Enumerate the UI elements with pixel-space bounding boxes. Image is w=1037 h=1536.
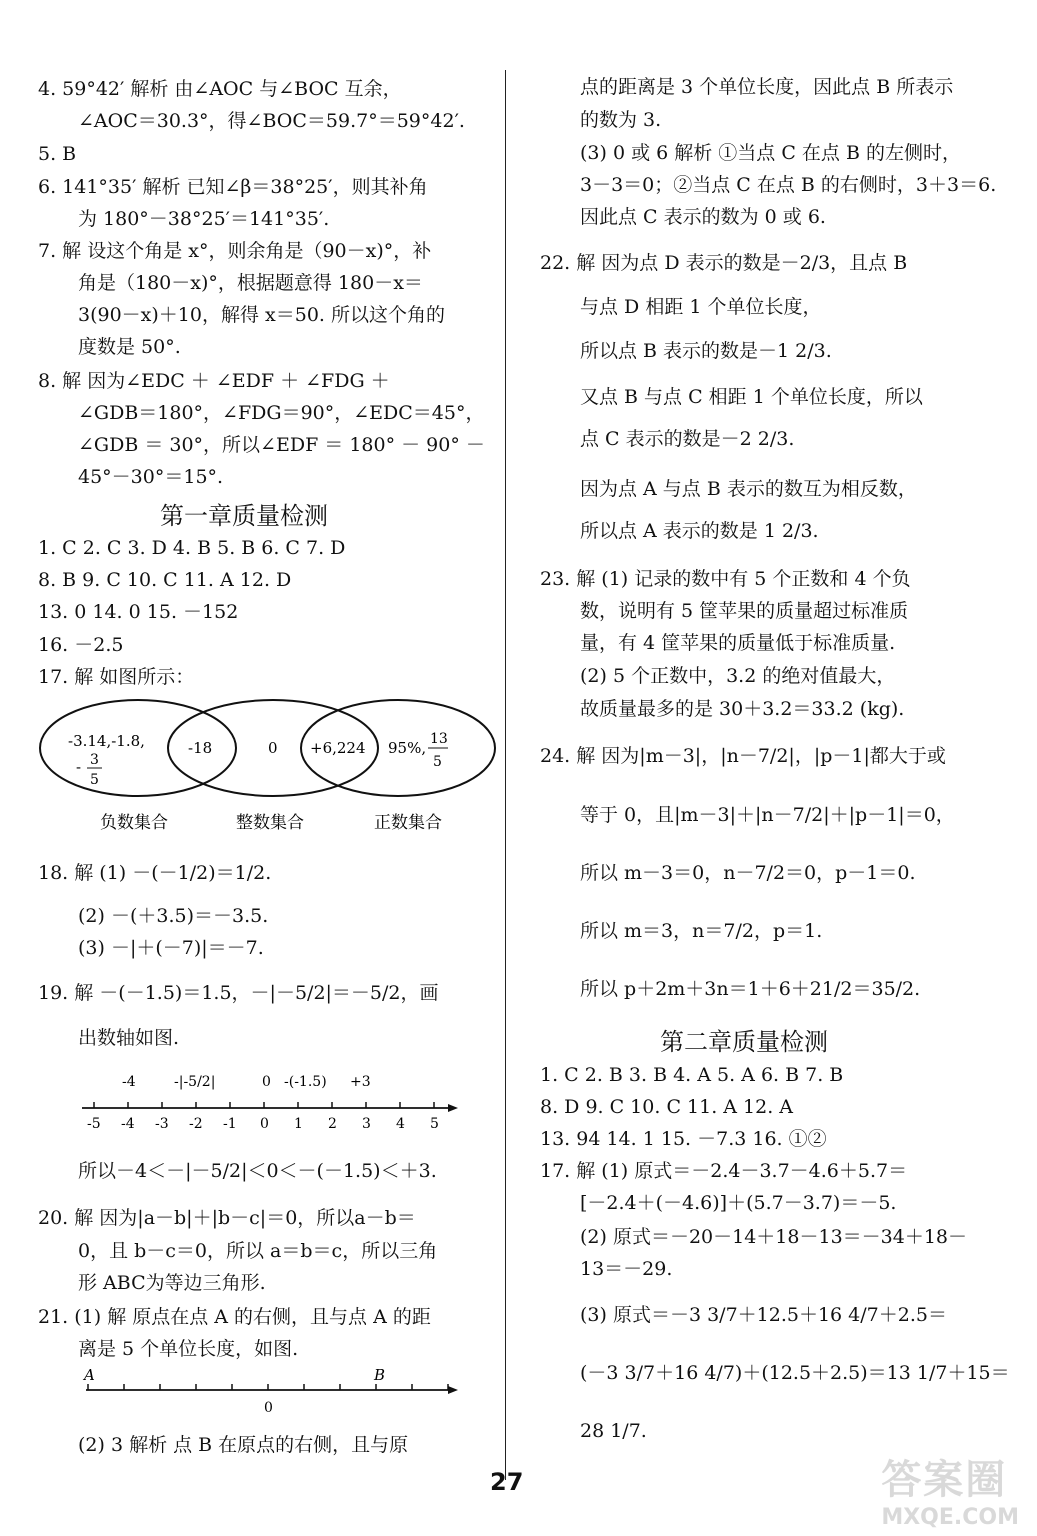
nl19-tick-label: 4 xyxy=(396,1116,405,1132)
answer-20: 20. 解 因为|a－b|＋|b－c|＝0，所以a－b＝ xyxy=(38,1207,416,1229)
pos-items: 95%, xyxy=(388,739,427,757)
r-line-11: 因为点 A 与点 B 表示的数互为相反数， xyxy=(580,478,917,500)
answer-21-cont: 离是 5 个单位长度，如图. xyxy=(78,1338,299,1360)
answer-18: 18. 解 (1) －(－1/2)＝1/2. xyxy=(38,862,272,884)
chapter1-title: 第一章质量检测 xyxy=(160,502,328,530)
nl19-label-m4: -4 xyxy=(122,1074,136,1090)
integer-center: 0 xyxy=(268,739,278,757)
answer-19-cont: 出数轴如图. xyxy=(78,1027,180,1049)
r-line-15: 量，有 4 筐苹果的质量低于标准质量. xyxy=(580,632,896,654)
neg-items: -3.14,-1.8, xyxy=(68,732,145,750)
answer-7-cont3: 度数是 50°. xyxy=(78,336,181,358)
r-line-19: 等于 0，且|m－3|＋|n－7/2|＋|p－1|＝0， xyxy=(580,804,955,826)
number-line-19 xyxy=(78,1052,468,1134)
label-integer-set: 整数集合 xyxy=(236,813,304,833)
nl19-tick-label: -1 xyxy=(223,1116,237,1132)
answer-22: 22. 解 因为点 D 表示的数是－2/3，且点 B xyxy=(540,252,908,274)
r-line-4: 3－3＝0；②当点 C 在点 B 的右侧时，3＋3＝6. xyxy=(580,174,997,196)
r-line-12: 所以点 A 表示的数是 1 2/3. xyxy=(580,520,819,542)
nl19-label-abs: -|-5/2| xyxy=(174,1074,216,1090)
answer-23: 23. 解 (1) 记录的数中有 5 个正数和 4 个负 xyxy=(540,568,911,590)
r-line-10: 点 C 表示的数是－2 2/3. xyxy=(580,428,795,450)
answer-19: 19. 解 －(－1.5)＝1.5，－|－5/2|＝－5/2，画 xyxy=(38,982,439,1004)
answer-4: 4. 59°42′ 解析 由∠AOC 与∠BOC 互余， xyxy=(38,78,402,100)
answer-6: 6. 141°35′ 解析 已知∠β＝38°25′，则其补角 xyxy=(38,176,428,198)
ch2-17-cont2: (2) 原式＝－20－14＋18－13＝－34＋18－ xyxy=(580,1226,968,1248)
answer-18-3: (3) －|＋(－7)|＝－7. xyxy=(78,937,264,959)
ch2-answer-17: 17. 解 (1) 原式＝－2.4－3.7－4.6＋5.7＝ xyxy=(540,1160,908,1182)
nl19-tick-label: 2 xyxy=(328,1116,337,1132)
answer-6-cont: 为 180°－38°25′＝141°35′. xyxy=(78,208,330,230)
ch2-answers-row2: 8. D 9. C 10. C 11. A 12. A xyxy=(540,1096,794,1118)
neg-frac-den: 5 xyxy=(90,772,99,788)
ch2-17-cont1: [－2.4＋(－4.6)]＋(5.7－3.7)＝－5. xyxy=(580,1192,897,1214)
answer-20-cont1: 0，且 b－c＝0，所以 a＝b＝c，所以三角 xyxy=(78,1240,438,1262)
ch2-17-cont4: (3) 原式＝－3 3/7＋12.5＋16 4/7＋2.5＝ xyxy=(580,1304,947,1326)
ch1-answers-row1: 1. C 2. C 3. D 4. B 5. B 6. C 7. D xyxy=(38,537,346,559)
nl21-label-0: 0 xyxy=(264,1400,273,1416)
r-line-9: 又点 B 与点 C 相距 1 个单位长度，所以 xyxy=(580,386,923,408)
ch2-17-cont5: (－3 3/7＋16 4/7)＋(12.5＋2.5)＝13 1/7＋15＝ xyxy=(580,1362,1010,1384)
nl19-tick-label: -2 xyxy=(189,1116,203,1132)
nl19-tick-label: 5 xyxy=(430,1116,439,1132)
answer-8: 8. 解 因为∠EDC ＋ ∠EDF ＋ ∠FDG ＋ xyxy=(38,370,390,392)
answer-7-cont1: 角是（180－x)°，根据题意得 180－x＝ xyxy=(78,272,423,294)
answer-24: 24. 解 因为|m－3|，|n－7/2|，|p－1|都大于或 xyxy=(540,745,946,767)
answer-8-cont1: ∠GDB＝180°，∠FDG＝90°，∠EDC＝45°， xyxy=(78,402,485,424)
column-divider xyxy=(505,70,506,1480)
answer-19-end: 所以－4＜－|－5/2|＜0＜－(－1.5)＜＋3. xyxy=(78,1160,437,1182)
nl19-tick-label: -4 xyxy=(121,1116,135,1132)
ch1-answers-row5: 17. 解 如图所示： xyxy=(38,666,195,688)
ch2-17-cont3: 13＝－29. xyxy=(580,1258,673,1280)
nl19-tick-label: 3 xyxy=(362,1116,371,1132)
answer-7: 7. 解 设这个角是 x°，则余角是（90－x)°，补 xyxy=(38,240,432,262)
answer-21-2: (2) 3 解析 点 B 在原点的右侧，且与原 xyxy=(78,1434,409,1456)
answer-21: 21. (1) 解 原点在点 A 的右侧，且与点 A 的距 xyxy=(38,1306,431,1328)
overlap-left: -18 xyxy=(188,739,213,757)
ch2-answers-row1: 1. C 2. B 3. B 4. A 5. A 6. B 7. B xyxy=(540,1064,844,1086)
r-line-22: 所以 p＋2m＋3n＝1＋6＋21/2＝35/2. xyxy=(580,978,921,1000)
ch1-answers-row4: 16. －2.5 xyxy=(38,634,124,656)
nl19-label-negneg: -(-1.5) xyxy=(284,1074,327,1090)
nl19-tick-label: 0 xyxy=(260,1116,269,1132)
watermark-url: MXQE.COM xyxy=(881,1505,1019,1530)
nl19-label-0: 0 xyxy=(262,1074,271,1090)
nl21-label-B: B xyxy=(374,1366,386,1384)
answer-20-cont2: 形 ABC为等边三角形. xyxy=(78,1272,266,1294)
r-line-5: 因此点 C 表示的数为 0 或 6. xyxy=(580,206,826,228)
r-line-16: (2) 5 个正数中，3.2 的绝对值最大， xyxy=(580,665,896,687)
r-line-14: 数，说明有 5 筐苹果的质量超过标准质 xyxy=(580,600,909,622)
answer-5: 5. B xyxy=(38,143,77,165)
neg-frac-num: 3 xyxy=(90,752,99,768)
answer-8-cont3: 45°－30°＝15°. xyxy=(78,466,224,488)
ch2-answers-row3: 13. 94 14. 1 15. －7.3 16. ①② xyxy=(540,1128,827,1150)
answer-18-2: (2) －(＋3.5)＝－3.5. xyxy=(78,905,269,927)
label-negative-set: 负数集合 xyxy=(100,813,168,833)
answer-8-cont2: ∠GDB ＝ 30°，所以∠EDF ＝ 180° － 90° － xyxy=(78,434,485,456)
nl19-tick-label: -3 xyxy=(155,1116,169,1132)
ch2-17-cont6: 28 1/7. xyxy=(580,1420,647,1442)
r-line-17: 故质量最多的是 30＋3.2＝33.2 (kg). xyxy=(580,698,905,720)
number-line-21 xyxy=(78,1364,468,1416)
pos-frac-num: 13 xyxy=(430,731,448,747)
ch1-answers-row3: 13. 0 14. 0 15. －152 xyxy=(38,601,239,623)
overlap-right: +6,224 xyxy=(310,739,366,757)
venn-diagram xyxy=(38,696,503,836)
watermark xyxy=(881,1448,1019,1530)
neg-minus: - xyxy=(76,758,82,776)
r-line-7: 与点 D 相距 1 个单位长度， xyxy=(580,296,822,318)
pos-frac-den: 5 xyxy=(433,754,442,770)
r-line-21: 所以 m＝3，n＝7/2，p＝1. xyxy=(580,920,823,942)
page-number: 27 xyxy=(490,1468,524,1496)
answer-7-cont2: 3(90－x)＋10，解得 x＝50. 所以这个角的 xyxy=(78,304,445,326)
watermark-logo: 答案圈 xyxy=(881,1457,1008,1503)
nl19-tick-label: 1 xyxy=(294,1116,303,1132)
nl19-label-p3: +3 xyxy=(350,1074,371,1090)
nl19-tick-label: -5 xyxy=(87,1116,101,1132)
chapter2-title: 第二章质量检测 xyxy=(660,1028,828,1056)
nl21-label-A: A xyxy=(84,1366,95,1384)
r-line-1: 点的距离是 3 个单位长度，因此点 B 所表示 xyxy=(580,76,954,98)
r-line-8: 所以点 B 表示的数是－1 2/3. xyxy=(580,340,832,362)
r-line-3: (3) 0 或 6 解析 ①当点 C 在点 B 的左侧时， xyxy=(580,142,961,164)
r-line-20: 所以 m－3＝0，n－7/2＝0，p－1＝0. xyxy=(580,862,916,884)
ch1-answers-row2: 8. B 9. C 10. C 11. A 12. D xyxy=(38,569,292,591)
label-positive-set: 正数集合 xyxy=(374,813,442,833)
answer-4-cont: ∠AOC＝30.3°，得∠BOC＝59.7°＝59°42′. xyxy=(78,110,465,132)
r-line-2: 的数为 3. xyxy=(580,109,662,131)
